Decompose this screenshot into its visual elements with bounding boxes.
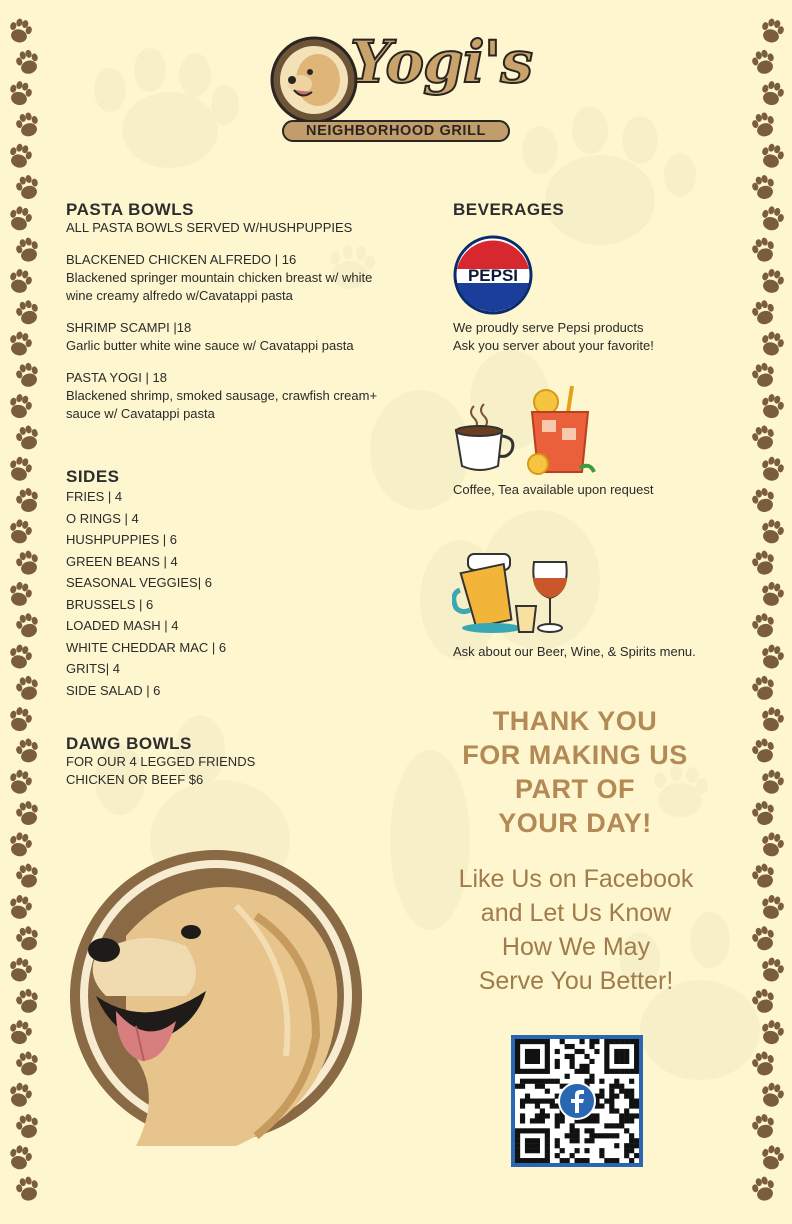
menu-item-description: sauce w/ Cavatappi pasta: [66, 406, 215, 421]
side-item: GREEN BEANS | 4: [66, 553, 178, 569]
menu-item-name: BLACKENED CHICKEN ALFREDO | 16: [66, 252, 297, 267]
paw-print-icon: [759, 267, 786, 295]
side-item: HUSHPUPPIES | 6: [66, 532, 178, 547]
paw-print-icon: [14, 987, 41, 1015]
paw-print-icon: [14, 674, 41, 702]
facebook-icon: [558, 1082, 596, 1120]
pepsi-logo: [453, 235, 533, 315]
dawg-section: [66, 735, 366, 789]
paw-print-icon: [759, 455, 786, 483]
side-item: GRITS| 4: [66, 661, 120, 676]
side-item: O RINGS | 4: [66, 510, 139, 526]
facebook-line: How We May: [501, 933, 651, 961]
paw-print-icon: [14, 1112, 41, 1140]
left-paw-border: [0, 0, 44, 1224]
paw-print-icon: [14, 48, 41, 76]
paw-print-icon: [7, 705, 34, 733]
paw-print-icon: [759, 142, 786, 170]
paw-print-icon: [14, 298, 41, 326]
paw-print-icon: [14, 924, 41, 952]
dawg-line: CHICKEN OR BEEF $6: [66, 772, 204, 787]
coffee-cup-icon: [452, 402, 518, 472]
sides-list: [66, 486, 366, 701]
side-item: LOADED MASH | 4: [66, 618, 179, 633]
dawg-heading: DAWG BOWLS: [66, 734, 192, 753]
menu-item: [66, 369, 396, 423]
paw-print-icon: [759, 830, 786, 858]
pepsi-caption: [453, 319, 723, 355]
paw-print-icon: [7, 1018, 34, 1046]
paw-print-icon: [7, 643, 34, 671]
facebook-message: [440, 862, 712, 998]
paw-print-icon: [7, 956, 34, 984]
paw-print-icon: [750, 298, 777, 326]
thank-you-line: YOUR DAY!: [498, 808, 652, 838]
paw-print-icon: [750, 862, 777, 890]
menu-item: [66, 319, 396, 355]
paw-print-icon: [750, 736, 777, 764]
paw-print-icon: [750, 486, 777, 514]
paw-print-icon: [7, 392, 34, 420]
paw-print-icon: [759, 893, 786, 921]
paw-print-icon: [759, 1018, 786, 1046]
sides-section: [66, 468, 366, 701]
paw-print-icon: [750, 1049, 777, 1077]
paw-print-icon: [14, 361, 41, 389]
paw-print-icon: [7, 580, 34, 608]
paw-print-icon: [14, 862, 41, 890]
paw-print-icon: [750, 361, 777, 389]
paw-print-icon: [14, 486, 41, 514]
thank-you-line: THANK YOU: [492, 706, 658, 736]
paw-print-icon: [750, 423, 777, 451]
paw-print-icon: [759, 705, 786, 733]
menu-item-description: Blackened springer mountain chicken breast w/ white: [66, 270, 373, 285]
thank-you-message: [430, 704, 720, 840]
paw-print-icon: [7, 79, 34, 107]
sides-heading: SIDES: [66, 467, 120, 486]
paw-print-icon: [750, 48, 777, 76]
pasta-subheading: ALL PASTA BOWLS SERVED W/HUSHPUPPIES: [66, 220, 353, 235]
paw-print-icon: [759, 1143, 786, 1171]
pasta-heading: PASTA BOWLS: [66, 200, 194, 219]
facebook-line: Serve You Better!: [478, 967, 674, 995]
iced-tea-icon: [524, 386, 596, 478]
paw-print-icon: [759, 768, 786, 796]
brand-tagline: NEIGHBORHOOD GRILL: [282, 120, 510, 142]
paw-print-icon: [7, 204, 34, 232]
paw-print-icon: [750, 924, 777, 952]
pepsi-line: Ask you server about your favorite!: [453, 338, 654, 353]
paw-print-icon: [750, 799, 777, 827]
golden-retriever-illustration: [66, 846, 366, 1146]
paw-print-icon: [759, 79, 786, 107]
paw-print-icon: [14, 799, 41, 827]
paw-print-icon: [7, 455, 34, 483]
right-paw-border: [748, 0, 792, 1224]
facebook-qr-code[interactable]: [511, 1035, 643, 1167]
paw-print-icon: [759, 517, 786, 545]
paw-print-icon: [14, 736, 41, 764]
paw-print-icon: [759, 643, 786, 671]
paw-print-icon: [7, 768, 34, 796]
golden-retriever-logo: [268, 34, 360, 126]
beer-caption: Ask about our Beer, Wine, & Spirits menu.: [453, 644, 696, 659]
side-item: SIDE SALAD | 6: [66, 682, 161, 698]
dawg-line: FOR OUR 4 LEGGED FRIENDS: [66, 754, 256, 769]
paw-print-icon: [7, 517, 34, 545]
paw-print-icon: [759, 330, 786, 358]
coffee-caption: Coffee, Tea available upon request: [453, 482, 654, 497]
side-item: WHITE CHEDDAR MAC | 6: [66, 639, 227, 655]
paw-print-icon: [7, 893, 34, 921]
paw-print-icon: [750, 1175, 777, 1203]
menu-item-description: Blackened shrimp, smoked sausage, crawfish cream+: [66, 388, 378, 403]
paw-print-icon: [750, 674, 777, 702]
facebook-line: Like Us on Facebook: [458, 865, 694, 893]
paw-print-icon: [14, 173, 41, 201]
paw-print-icon: [759, 204, 786, 232]
menu-item-name: SHRIMP SCAMPI |18: [66, 320, 192, 335]
paw-print-icon: [759, 17, 786, 45]
paw-print-icon: [759, 580, 786, 608]
paw-print-icon: [7, 1143, 34, 1171]
paw-print-icon: [7, 830, 34, 858]
side-item: BRUSSELS | 6: [66, 596, 154, 612]
pepsi-logo-text: PEPSI: [467, 266, 519, 285]
paw-print-icon: [750, 110, 777, 138]
paw-print-icon: [750, 173, 777, 201]
brand-name: Yogi's: [350, 28, 533, 96]
paw-print-icon: [14, 1175, 41, 1203]
paw-print-icon: [759, 392, 786, 420]
paw-print-icon: [7, 267, 34, 295]
paw-print-icon: [750, 1112, 777, 1140]
paw-print-icon: [14, 611, 41, 639]
menu-item-description: wine creamy alfredo w/Cavatappi pasta: [66, 288, 293, 303]
paw-print-icon: [759, 1081, 786, 1109]
thank-you-line: PART OF: [515, 774, 635, 804]
facebook-line: and Let Us Know: [480, 899, 672, 927]
pepsi-line: We proudly serve Pepsi products: [453, 320, 644, 335]
paw-print-icon: [14, 110, 41, 138]
paw-print-icon: [14, 423, 41, 451]
thank-you-line: FOR MAKING US: [462, 740, 688, 770]
side-item: SEASONAL VEGGIES| 6: [66, 575, 212, 590]
paw-print-icon: [750, 611, 777, 639]
paw-print-icon: [7, 142, 34, 170]
beverages-heading: BEVERAGES: [453, 200, 565, 219]
paw-print-icon: [7, 17, 34, 45]
pasta-section: [66, 201, 396, 423]
beverages-heading-block: [453, 201, 713, 219]
paw-print-icon: [14, 236, 41, 264]
paw-print-icon: [14, 549, 41, 577]
paw-print-icon: [7, 1081, 34, 1109]
menu-item-name: PASTA YOGI | 18: [66, 370, 167, 385]
side-item: FRIES | 4: [66, 489, 123, 504]
paw-print-icon: [750, 236, 777, 264]
paw-print-icon: [750, 987, 777, 1015]
wine-glass-icon: [528, 558, 572, 634]
brand-logo: [268, 26, 533, 146]
menu-item-description: Garlic butter white wine sauce w/ Cavatappi pasta: [66, 338, 354, 353]
paw-print-icon: [7, 330, 34, 358]
paw-print-icon: [759, 956, 786, 984]
paw-print-icon: [14, 1049, 41, 1077]
paw-print-icon: [750, 549, 777, 577]
menu-item: [66, 251, 396, 305]
